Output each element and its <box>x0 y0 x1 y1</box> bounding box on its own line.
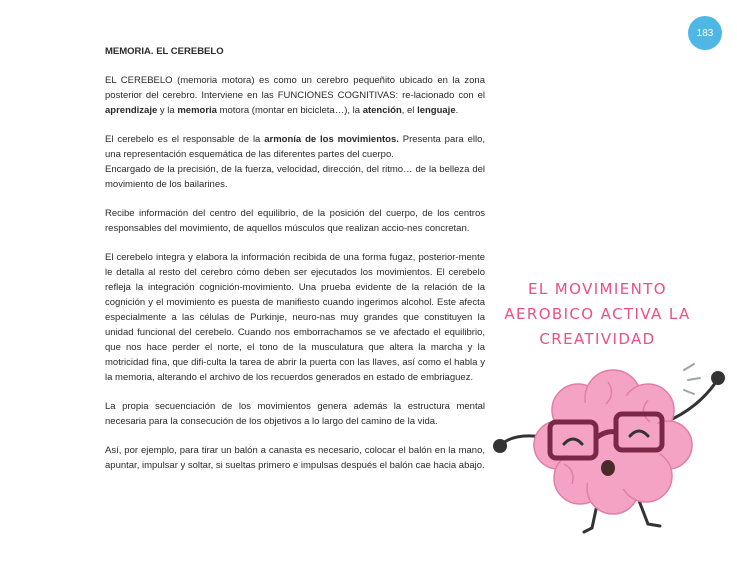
paragraph-5: El cerebelo integra y elabora la información recibida de una forma fugaz, posterior-mente le detalla al resto del cerebro cómo deben ser ejecutados los movimientos. El cerebelo refleja la integración cognición-movimiento. Una prueba evidente de la relación de la cognición y el movimiento es puesta de manifiesto cuando ingerimos alcohol. Este afecta especialmente a las células de Purkinje, neuro-nas muy grandes que constituyen la unidad funcional del cerebelo. Cuando nos emborrachamos se ve afectado el equilibrio, que nos hace perder el norte, el tono de la musculatura que altera la marcha y la motricidad fina, que difi-culta la tarea de abrir la puerta con las llaves, así como el habla y la memoria, alterando el archivo de los recuerdos generados en estado de embriaguez. <box>105 252 485 383</box>
paragraph-4: Recibe información del centro del equilibrio, de la posición del cuerpo, de los centros responsables del movimiento, de aquellos músculos que realizan accio-nes concretan. <box>105 208 485 234</box>
callout-line-2: AEROBICO ACTIVA LA <box>504 305 691 323</box>
brain-body <box>534 370 692 514</box>
motion-lines-icon <box>684 364 700 394</box>
paragraph-1: EL CEREBELO (memoria motora) es como un cerebro pequeñito ubicado en la zona posterior del cerebro. Interviene en las FUNCIONES COGNITIVAS: re-lacionado con el aprendizaje y la memoria motora (montar en bicicleta…), la atención, el lenguaje. <box>105 75 485 116</box>
callout-line-1: EL MOVIMIENTO <box>527 280 667 298</box>
brain-hand-left <box>493 439 507 453</box>
brain-mouth <box>601 460 615 476</box>
paragraph-3: Encargado de la precisión, de la fuerza, velocidad, dirección, del ritmo… de la belleza del movimiento de los bailarines. <box>105 164 485 190</box>
page-number: 183 <box>696 27 714 39</box>
paragraph-6: La propia secuenciación de los movimientos genera además la estructura mental necesaria para la consecución de los objetivos a lo largo del camino de la vida. <box>105 401 485 427</box>
callout-line-3: CREATIVIDAD <box>539 330 656 348</box>
paragraph-2: El cerebelo es el responsable de la armonía de los movimientos. Presenta para ello, una representación esquemática de las diferentes partes del cuerpo. <box>105 134 486 160</box>
brain-hand-right <box>711 371 725 385</box>
page-number-badge <box>688 16 722 50</box>
article-body <box>105 44 485 487</box>
section-heading: MEMORIA. EL CEREBELO <box>105 46 224 57</box>
callout-title <box>500 277 695 352</box>
brain-illustration <box>488 360 737 540</box>
paragraph-7: Así, por ejemplo, para tirar un balón a canasta es necesario, colocar el balón en la mano, apuntar, impulsar y soltar, si sueltas primero e impulsas después el balón cae hacia abajo. <box>105 445 485 471</box>
